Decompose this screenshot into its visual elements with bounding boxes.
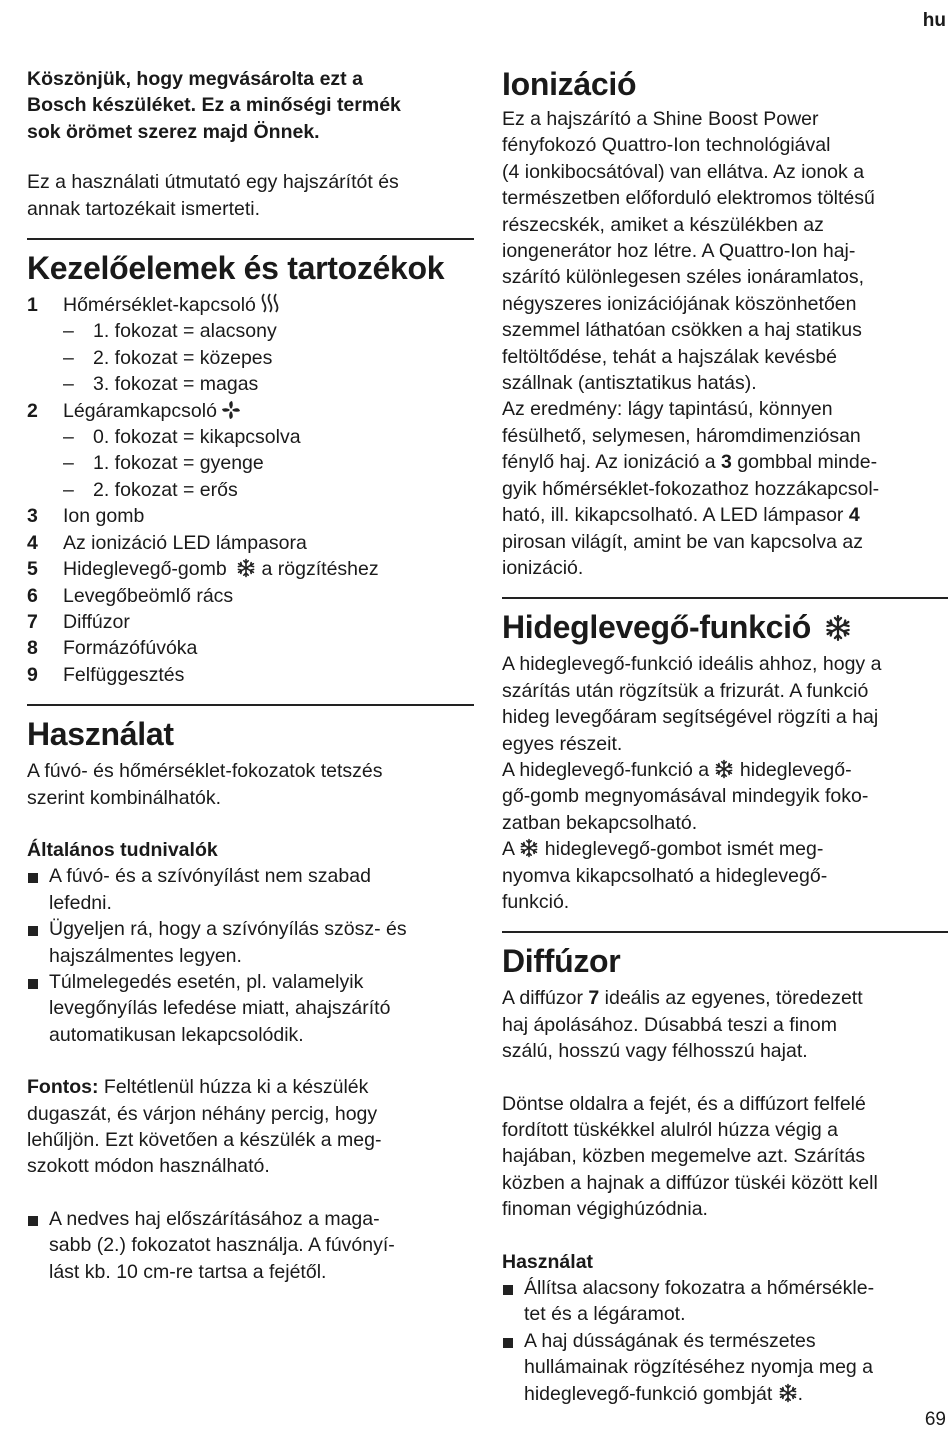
ion-text: Ez a hajszárító a Shine Boost Power fényfokozó Quattro-Ion technológiával (4 ionkibocsátóval) van ellátva. Az ionok a természetben előforduló elektromos töltésű részecskék, amiket a készülékben az iongenerátor hoz létre. A Quattro-Ion haj- szárító különlegesen széles ionáramlatos, négyszeres ionizációjának köszönhetően szemmel láthatóan csökken a haj statikus feltöltődése, tehát a hajszálak kevésbé szállnak (antisztatikus hatás). Az eredmény: lágy tapintású, könnyen fésülhető, selymesen, háromdimenziósan fénylő haj. Az ionizáció a 3 gombbal minde- gyik hőmérséklet-fokozathoz hozzákapcsol- ható, ill. kikapcsolható. A LED lámpasor 4 pirosan világít, amint be van kapcsolva az ionizáció.	[502, 108, 880, 579]
general-bullets	[27, 863, 474, 1048]
heat-waves-icon	[260, 292, 280, 314]
list-item: 8 Formázófúvóka	[27, 637, 198, 660]
page-number: 69	[924, 1409, 946, 1430]
snowflake-icon	[714, 759, 734, 779]
list-subitem: – 2. fokozat = erős	[63, 478, 238, 501]
intro-line: sok örömet szerez majd Önnek.	[27, 120, 320, 143]
section-title-controls: Kezelőelemek és tartozékok	[27, 250, 445, 287]
language-code: hu	[922, 10, 946, 31]
snowflake-icon	[824, 614, 852, 642]
list-item: 4 Az ionizáció LED lámpasora	[27, 531, 307, 554]
cold-text: A hideglevegő-funkció ideális ahhoz, hogy a szárítás után rögzítsük a frizurát. A funkció hideg levegőáram segítségével rögzíti a haj egyes részeit. A hideglevegő-funkció a hideglevegő- gő-gomb megnyomásával mindegyik foko- zatban bekapcsolható. A hideglevegő-gombot ismét meg- nyomva kikapcsolható a hideglevegő- funkció.	[502, 653, 882, 913]
important-note-line: dugaszát, és várjon néhány percig, hogy	[27, 1102, 378, 1125]
intro-line: Köszönjük, hogy megvásárolta ezt a	[27, 68, 363, 90]
important-note-line: szokott módon használható.	[27, 1155, 270, 1178]
usage-text: szerint kombinálhatók.	[27, 786, 222, 809]
important-note: Fontos: Feltétlenül húzza ki a készülék	[27, 1076, 369, 1099]
bullet-item: A fúvó- és a szívónyílást nem szabad lefedni.	[27, 863, 474, 916]
list-item: 9 Felfüggesztés	[27, 663, 185, 686]
intro2-line: annak tartozékait ismerteti.	[27, 197, 261, 220]
list-item: 5 Hideglevegő-gomb a rögzítéshez	[27, 558, 379, 581]
bullet-item: Túlmelegedés esetén, pl. valamelyik levegőnyílás lefedése miatt, ahajszárító automatikusan lekapcsolódik.	[27, 969, 474, 1048]
section-title-usage: Használat	[27, 716, 174, 753]
section-title-diffuser: Diffúzor	[502, 943, 621, 980]
list-subitem: – 1. fokozat = alacsony	[63, 320, 277, 343]
list-item: 7 Diffúzor	[27, 610, 130, 633]
general-title: Általános tudnivalók	[27, 838, 218, 861]
list-item: 6 Levegőbeömlő rács	[27, 584, 234, 607]
controls-list	[27, 292, 474, 688]
snowflake-icon	[519, 838, 539, 858]
list-item: 2 Légáramkapcsoló	[27, 398, 474, 424]
list-subitem: – 0. fokozat = kikapcsolva	[63, 426, 301, 449]
diffuser-bullets	[502, 1275, 948, 1407]
section-rule	[502, 931, 948, 933]
snowflake-icon	[236, 558, 256, 578]
diffuser-usage-title: Használat	[502, 1250, 594, 1273]
list-item: 1 Hőmérséklet-kapcsoló	[27, 292, 474, 318]
section-rule	[27, 238, 474, 240]
bullet-item: Ügyeljen rá, hogy a szívónyílás szösz- és hajszálmentes legyen.	[27, 916, 474, 969]
predry-bullets	[27, 1206, 474, 1285]
right-column	[502, 64, 948, 1407]
list-subitem: – 1. fokozat = gyenge	[63, 452, 264, 475]
left-column	[27, 66, 474, 1285]
section-rule	[27, 704, 474, 706]
list-subitem: – 3. fokozat = magas	[63, 373, 259, 396]
section-title-ion: Ionizáció	[502, 66, 637, 102]
intro-line: Bosch készüléket. Ez a minőségi termék	[27, 94, 401, 117]
section-title-cold: Hideglevegő-funkció	[502, 605, 948, 649]
list-item: 3 Ion gomb	[27, 505, 145, 528]
section-rule	[502, 597, 948, 599]
intro2-line: Ez a használati útmutató egy hajszárítót és	[27, 171, 399, 194]
usage-text: A fúvó- és hőmérséklet-fokozatok tetszés	[27, 760, 383, 783]
bullet-item: Állítsa alacsony fokozatra a hőmérsékle- tet és a légáramot.	[502, 1275, 948, 1328]
bullet-item: A nedves haj előszárításához a maga- sabb (2.) fokozatot használja. A fúvónyí- lást kb. 10 cm-re tartsa a fejétől.	[27, 1206, 474, 1285]
fan-icon	[221, 400, 241, 420]
list-subitem: – 2. fokozat = közepes	[63, 346, 273, 369]
snowflake-icon	[778, 1383, 798, 1403]
important-note-line: lehűljön. Ezt követően a készülék a meg-	[27, 1129, 382, 1151]
diffuser-text: A diffúzor 7 ideális az egyenes, töredezett haj ápolásához. Dúsabbá teszi a finom szálú, hosszú vagy félhosszú hajat. Döntse oldalra a fejét, és a diffúzort felfelé fordított tüskékkel alulról húzza végig a hajában, közben megemelve azt. Szárítás közben a hajnak a diffúzor tüskéi között kell finoman végighúzódnia.	[502, 987, 878, 1221]
bullet-item: A haj dússágának és természetes hullámainak rögzítéséhez nyomja meg a hideglevegő-funkció gombját .	[502, 1328, 948, 1407]
